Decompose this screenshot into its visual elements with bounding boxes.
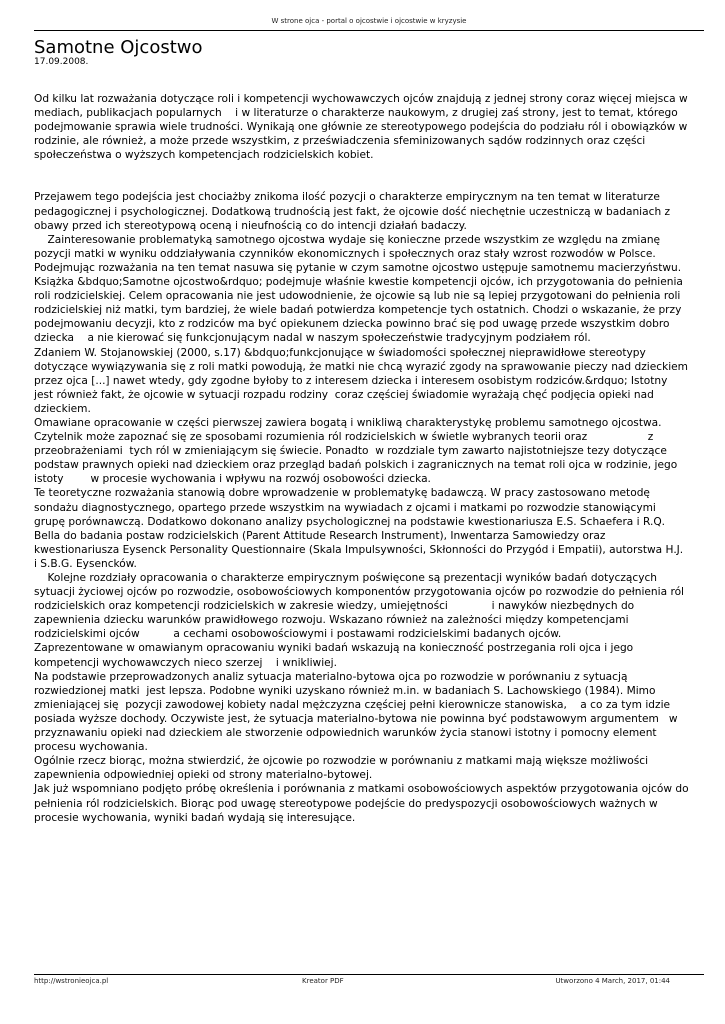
paragraph-2: Przejawem tego podejścia jest chociażby znikoma ilość pozycji o charakterze empirycznym na ten temat w literaturze pedagogicznej i psychologicznej. Dodatkową trudnością jest fakt, że ojcowie dość niechętnie uczestniczą w badaniach z obawy przed ich stereotypową oceną i nieufnością co do intencji działań badaczy. [34,191,674,232]
paragraph-gap [34,162,689,190]
page-header: W strone ojca - portal o ojcostwie i ojcostwie w kryzysie [271,17,467,25]
paragraph-11: Na podstawie przeprowadzonych analiz sytuacja materialno-bytowa ojca po rozwodzie w porównaniu z sytuacją rozwiedzionej matki jest lepsza. Podobne wyniki uzyskano również m.in. w badaniach S. Lachowskiego (1984). Mimo zmieniającej się pozycji zawodowej kobiety nadal mężczyzna częściej pełni kierownicze stanowiska, a co za tym idzie posiada wyższe dochody. Oczywiste jest, że sytuacja materialno-bytowa nie powinna być podstawowym argumentem w przyznawaniu opieki nad dzieckiem ale stworzenie odpowiednich warunków życia stanowi istotny i pomocny element procesu wychowania. [34,670,681,754]
header-divider [34,30,704,31]
footer-created: Utworzono 4 March, 2017, 01:44 [555,977,670,985]
article-body [34,92,692,825]
paragraph-7: Omawiane opracowanie w części pierwszej zawiera bogatą i wnikliwą charakterystykę problemu samotnego ojcostwa. Czytelnik może zapoznać się ze sposobami rozumienia ról rodzicielskich w świetle wybranych teorii oraz z przeobrażeniami tych ról w zmieniającym się świecie. Ponadto w rozdziale tym zawarto najistotniejsze tezy dotyczące podstaw prawnych opieki nad dzieckiem oraz przegląd badań polskich i zagranicznych na temat roli ojca w rodzinie, jego istoty w procesie wychowania i wpływu na rozwój osobowości dziecka. [34,416,681,486]
footer-url: http://wstronieojca.pl [34,977,109,985]
paragraph-6: Zdaniem W. Stojanowskiej (2000, s.17) &bdquo;funkcjonujące w świadomości społecznej nieprawidłowe stereotypy dotyczące wywiązywania się z roli matki powodują, że matki nie chcą wyrazić zgody na sprawowanie pieczy nad dzieckiem przez ojca [...] nawet wtedy, gdy zgodne byłoby to z interesem dziecka i interesem osobistym rodziców.&rdquo; Istotny jest również fakt, że ojcowie w sytuacji rozpadu rodziny coraz częściej świadomie wyrażają chęć podjęcia opieki nad dzieckiem. [34,346,692,415]
paragraph-12: Ogólnie rzecz biorąc, można stwierdzić, że ojcowie po rozwodzie w porównaniu z matkami mają większe możliwości zapewnienia odpowiedniej opieki od strony materialno-bytowej. [34,755,652,782]
footer-generator: Kreator PDF [302,977,344,985]
article-date: 17.09.2008. [34,57,89,67]
paragraph-4: Podejmując rozważania na ten temat nasuwa się pytanie w czym samotne ojcostwo ustępuje samotnemu macierzyństwu. [34,261,682,274]
article-title: Samotne Ojcostwo [34,37,203,58]
paragraph-1: Od kilku lat rozważania dotyczące roli i kompetencji wychowawczych ojców znajdują z jednej strony coraz więcej miejsca w mediach, publikacjach popularnych i w literaturze o charakterze naukowym, z drugiej zaś strony, jest to temat, którego podejmowanie sprawia wiele trudności. Wynikają one głównie ze stereotypowego podejścia do podziału ról i obowiązków w rodzinie, ale również, a może przede wszystkim, z przeświadczenia sfeminizowanych sądów rodzinnych oraz części społeczeństwa o wyższych kompetencjach rodzicielskich kobiet. [34,93,691,162]
paragraph-8: Te teoretyczne rozważania stanowią dobre wprowadzenie w problematykę badawczą. W pracy zastosowano metodę sondażu diagnostycznego, opartego przede wszystkim na wywiadach z ojcami i matkami po rozwodzie stanowiącymi grupę porównawczą. Dodatkowo dokonano analizy psychologicznej na podstawie kwestionariusza E.S. Schaefera i R.Q. Bella do badania postaw rodzicielskich (Parent Attitude Research Instrument), Inwentarza Samowiedzy oraz kwestionariusza Eysenck Personality Questionnaire (Skala Impulsywności, Skłonności do Przygód i Empatii), autorstwa H.J. i S.B.G. Eysencków. [34,487,687,570]
paragraph-9: Kolejne rozdziały opracowania o charakterze empirycznym poświęcone są prezentacji wyników badań dotyczących sytuacji życiowej ojców po rozwodzie, osobowościowych komponentów przygotowania ojców po rozwodzie do pełnienia ról rodzicielskich oraz kompetencji rodzicielskich w zakresie wiedzy, umiejętności i nawyków niezbędnych do zapewnienia dziecku warunków prawidłowego rozwoju. Wskazano również na zależności między kompetencjami rodzicielskimi ojców a cechami osobowościowymi i postawami rodzicielskimi badanych ojców. [34,572,688,641]
paragraph-13: Jak już wspomniano podjęto próbę określenia i porównania z matkami osobowościowych aspektów przygotowania ojców do pełnienia ról rodzicielskich. Biorąc pod uwagę stereotypowe podejście do predyspozycji osobowościowych ważnych w procesie wychowania, wyniki badań wydają się interesujące. [34,783,692,824]
paragraph-10: Zaprezentowane w omawianym opracowaniu wyniki badań wskazują na konieczność postrzegania roli ojca i jego kompetencji wychowawczych nieco szerzej i wnikliwiej. [34,642,637,669]
footer-divider [34,974,704,975]
paragraph-3: Zainteresowanie problematyką samotnego ojcostwa wydaje się konieczne przede wszystkim ze względu na zmianę pozycji matki w wyniku oddziaływania czynników ekonomicznych i społecznych oraz stały wzrost rozwodów w Polsce. [34,233,664,260]
paragraph-5: Książka &bdquo;Samotne ojcostwo&rdquo; podejmuje właśnie kwestie kompetencji ojców, ich przygotowania do pełnienia roli rodzicielskiej. Celem opracowania nie jest udowodnienie, że ojcowie są lub nie są lepiej przygotowani do pełnienia roli rodzicielskiej niż matki, tym bardziej, że wiele badań potwierdza kompetencje tych ostatnich. Chodzi o wskazanie, że przy podejmowaniu decyzji, kto z rodziców ma być opiekunem dziecka powinno brać się pod uwagę przede wszystkim dobro dziecka a nie kierować się funkcjonującym nadal w naszym społeczeństwie tradycyjnym podziałem ról. [34,276,687,345]
